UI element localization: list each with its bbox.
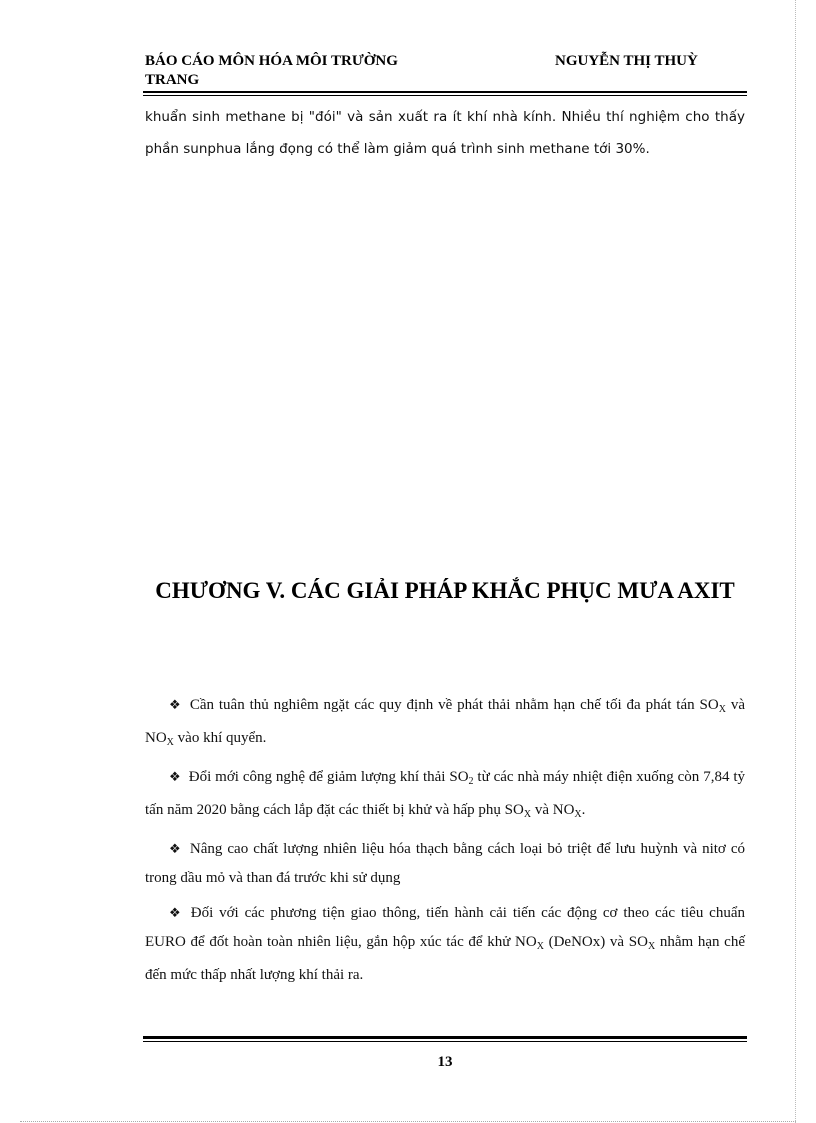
page-boundary-right (795, 0, 796, 1123)
header-rule (143, 91, 747, 96)
bullet-item-4 (145, 899, 745, 990)
bullet-text: và NO (531, 802, 575, 818)
bullet-item-3 (145, 835, 745, 893)
bullet-list (145, 691, 745, 996)
subscript: X (574, 809, 582, 820)
diamond-bullet-icon: ❖ (169, 698, 182, 713)
diamond-bullet-icon: ❖ (169, 770, 181, 785)
page-boundary-bottom (20, 1121, 796, 1122)
report-title (145, 52, 475, 90)
bullet-text: từ các nhà máy nhiệt điện xuống còn 7,84 tỷ tấn năm 2020 bằng cách lắp đặt các thiết bị khử và hấp phụ SO (145, 769, 745, 818)
bullet-text: Cần tuân thủ nghiêm ngặt các quy định về phát thải nhằm hạn chế tối đa phát tán SO (189, 697, 719, 713)
chapter-title: CHƯƠNG V. CÁC GIẢI PHÁP KHẮC PHỤC MƯA AXIT (155, 578, 735, 603)
bullet-text: (DeNOx) và SO (543, 934, 648, 950)
bullet-text: và NO (145, 697, 745, 746)
bullet-text: vào khí quyển. (173, 730, 267, 746)
author-name: NGUYỄN THỊ THUỲ (555, 53, 698, 69)
bullet-text: Đối với các phương tiện giao thông, tiến hành cải tiến các động cơ theo các tiêu chuẩn EURO để đốt hoàn toàn nhiên liệu, gắn hộp xúc tác để khử NO (145, 905, 745, 950)
subscript: X (647, 941, 656, 952)
page-number: 13 (437, 1054, 453, 1070)
subscript: X (523, 809, 532, 820)
subscript: X (536, 941, 544, 952)
report-title-line1: BÁO CÁO MÔN HÓA MÔI TRƯỜNG (145, 53, 398, 69)
bullet-item-1 (145, 691, 745, 757)
subscript: X (166, 737, 174, 748)
intro-paragraph: khuẩn sinh methane bị "đói" và sản xuất ra ít khí nhà kính. Nhiều thí nghiệm cho thấy phần sunphua lắng đọng có thể làm giảm quá trình sinh methane tới 30%. (145, 109, 745, 157)
bullet-text: Đổi mới công nghệ để giảm lượng khí thải SO (188, 769, 469, 785)
bullet-text: Nâng cao chất lượng nhiên liệu hóa thạch bằng cách loại bỏ triệt để lưu huỳnh và nitơ có trong dầu mỏ và than đá trước khi sử dụng (145, 841, 746, 886)
report-title-line2: TRANG (145, 72, 200, 88)
subscript: X (718, 704, 726, 715)
bullet-item-2 (145, 763, 745, 829)
subscript: 2 (468, 776, 474, 787)
footer-rule (143, 1036, 747, 1042)
bullet-text: nhằm hạn chế đến mức thấp nhất lượng khí thải ra. (145, 934, 745, 983)
diamond-bullet-icon: ❖ (169, 842, 182, 857)
bullet-text: . (581, 802, 586, 818)
diamond-bullet-icon: ❖ (169, 906, 183, 921)
